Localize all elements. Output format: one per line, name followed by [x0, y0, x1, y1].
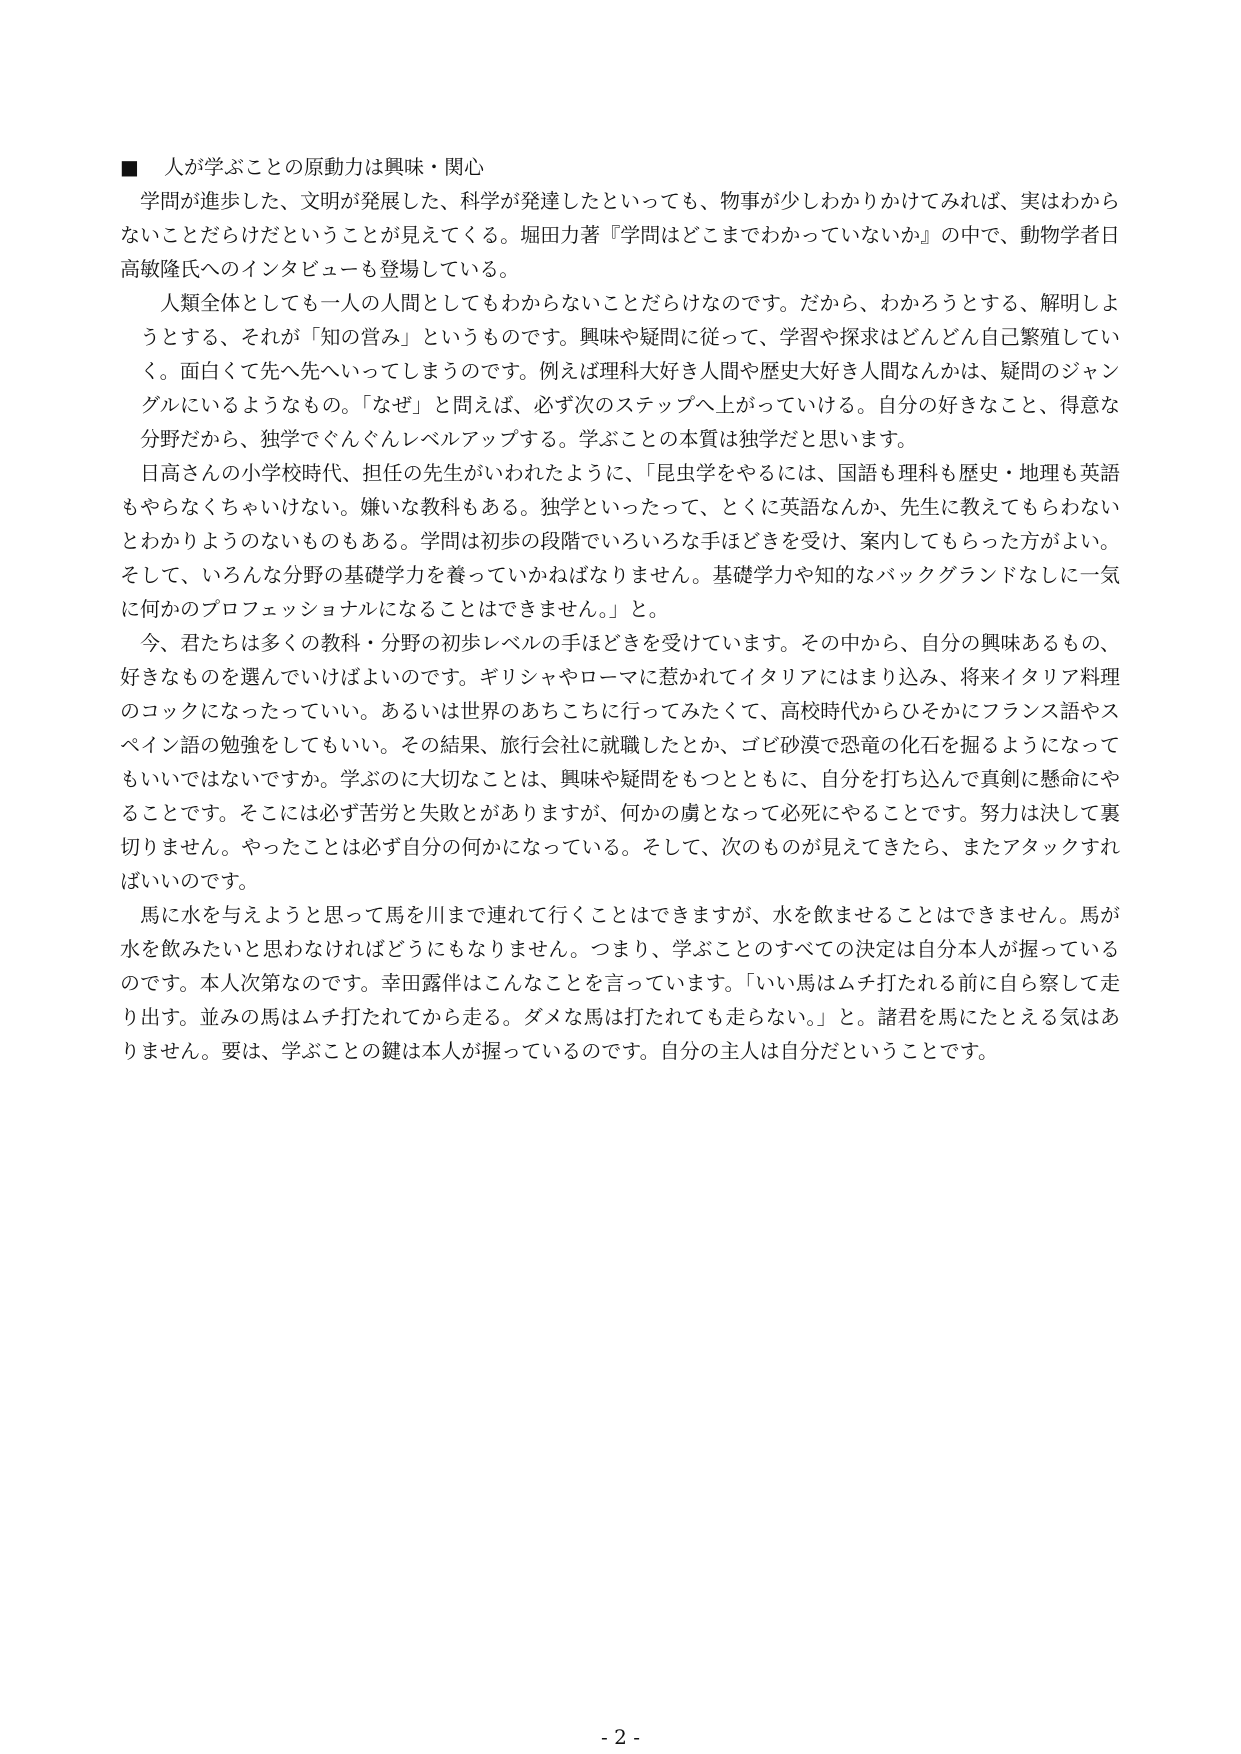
section-heading-text: 人が学ぶことの原動力は興味・関心	[164, 155, 484, 179]
paragraph-intro: 学問が進歩した、文明が発展した、科学が発達したといっても、物事が少しわかりかけてみれば、実はわからないことだらけだということが見えてくる。堀田力著『学問はどこまでわかっていないか』の中で、動物学者日高敏隆氏へのインタビューも登場している。	[120, 189, 1120, 281]
section-heading	[120, 150, 1120, 184]
paragraph-horse-water: 馬に水を与えようと思って馬を川まで連れて行くことはできますが、水を飲ませることはできません。馬が水を飲みたいと思わなければどうにもなりません。つまり、学ぶことのすべての決定は自分本人が握っているのです。本人次第なのです。幸田露伴はこんなことを言っています。「いい馬はムチ打たれる前に自ら察して走り出す。並みの馬はムチ打たれてから走る。ダメな馬は打たれても走らない。」と。諸君を馬にたとえる気はありません。要は、学ぶことの鍵は本人が握っているのです。自分の主人は自分だということです。	[120, 903, 1120, 1063]
paragraph-choose-interest: 今、君たちは多くの教科・分野の初歩レベルの手ほどきを受けています。その中から、自分の興味あるもの、好きなものを選んでいけばよいのです。ギリシャやローマに惹かれてイタリアにはまり込み、将来イタリア料理のコックになったっていい。あるいは世界のあちこちに行ってみたくて、高校時代からひそかにフランス語やスペイン語の勉強をしてもいい。その結果、旅行会社に就職したとか、ゴビ砂漠で恐竜の化石を掘るようになってもいいではないですか。学ぶのに大切なことは、興味や疑問をもつとともに、自分を打ち込んで真剣に懸命にやることです。そこには必ず苦労と失敗とがありますが、何かの虜となって必死にやることです。努力は決して裏切りません。やったことは必ず自分の何かになっている。そして、次のものが見えてきたら、またアタックすればいいのです。	[120, 631, 1120, 893]
page-number: - 2 -	[601, 1725, 640, 1749]
interview-quote: 人類全体としても一人の人間としてもわからないことだらけなのです。だから、わかろうとする、解明しようとする、それが「知の営み」というものです。興味や疑問に従って、学習や探求はどんどん自己繁殖していく。面白くて先へ先へいってしまうのです。例えば理科大好き人間や歴史大好き人間なんかは、疑問のジャングルにいるようなもの。「なぜ」と問えば、必ず次のステップへ上がっていける。自分の好きなこと、得意な分野だから、独学でぐんぐんレベルアップする。学ぶことの本質は独学だと思います。	[140, 291, 1120, 451]
document-body	[120, 150, 1120, 1068]
paragraph-teacher-quote: 日高さんの小学校時代、担任の先生がいわれたように、「昆虫学をやるには、国語も理科も歴史・地理も英語もやらなくちゃいけない。嫌いな教科もある。独学といったって、とくに英語なんか、先生に教えてもらわないとわかりようのないものもある。学問は初歩の段階でいろいろな手ほどきを受け、案内してもらった方がよい。そして、いろんな分野の基礎学力を養っていかねばなりません。基礎学力や知的なバックグランドなしに一気に何かのプロフェッショナルになることはできません。」と。	[120, 461, 1120, 621]
square-bullet-icon: ■	[120, 155, 139, 179]
